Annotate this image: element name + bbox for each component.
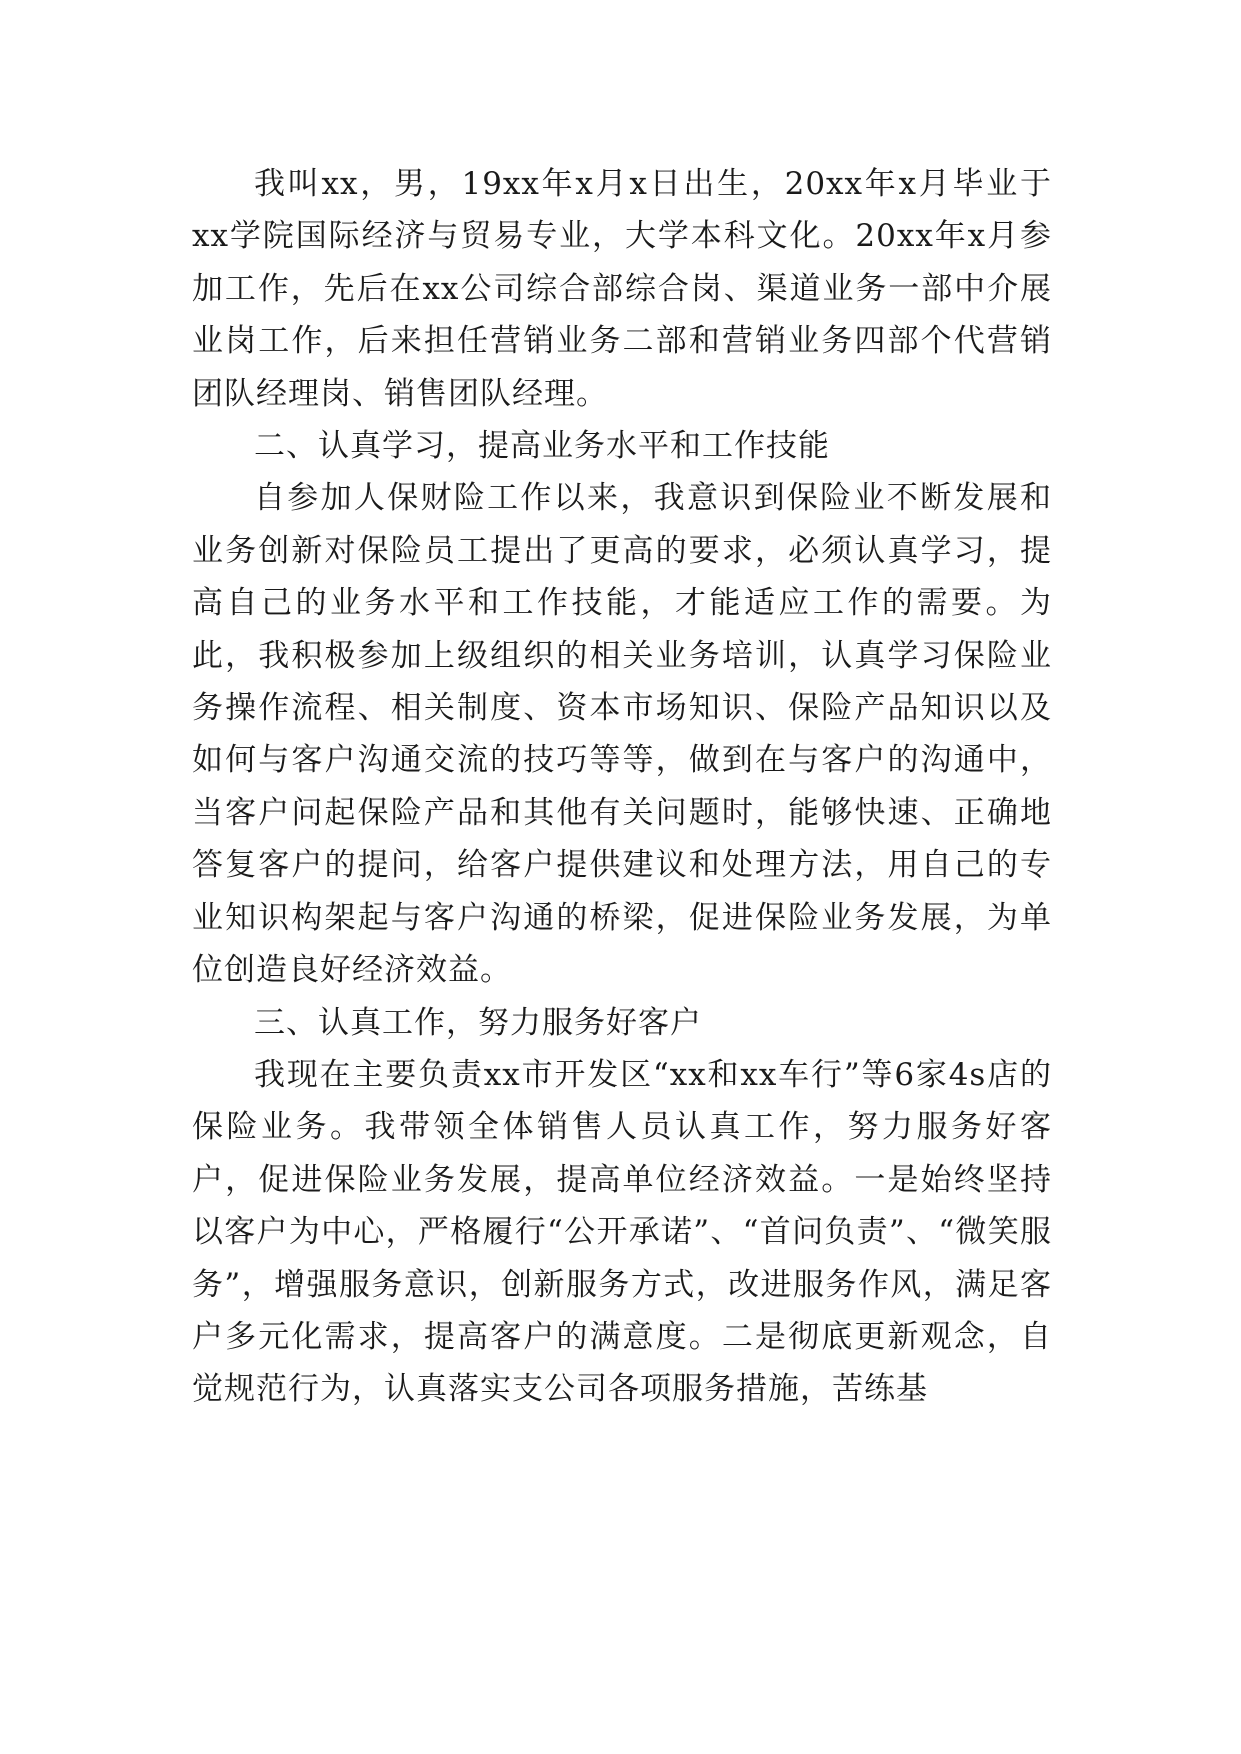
paragraph-service: 我现在主要负责xx市开发区“xx和xx车行”等6家4s店的保险业务。我带领全体销售人员认真工作，努力服务好客户，促进保险业务发展，提高单位经济效益。一是始终坚持以客户为中心，严格履行“公开承诺”、“首问负责”、“微笑服务”，增强服务意识，创新服务方式，改进服务作风，满足客户多元化需求，提高客户的满意度。二是彻底更新观念，自觉规范行为，认真落实支公司各项服务措施，苦练基 xyxy=(192,1056,1052,1408)
section-heading-service: 三、认真工作，努力服务好客户 xyxy=(254,1004,702,1041)
section-heading-study: 二、认真学习，提高业务水平和工作技能 xyxy=(254,428,830,465)
paragraph-study: 自参加人保财险工作以来，我意识到保险业不断发展和业务创新对保险员工提出了更高的要求，必须认真学习，提高自己的业务水平和工作技能，才能适应工作的需要。为此，我积极参加上级组织的相关业务培训，认真学习保险业务操作流程、相关制度、资本市场知识、保险产品知识以及如何与客户沟通交流的技巧等等，做到在与客户的沟通中，当客户问起保险产品和其他有关问题时，能够快速、正确地答复客户的提问，给客户提供建议和处理方法，用自己的专业知识构架起与客户沟通的桥梁，促进保险业务发展，为单位创造良好经济效益。 xyxy=(192,480,1052,989)
document-body xyxy=(192,158,1052,1416)
paragraph-personal-info: 我叫xx，男，19xx年x月x日出生，20xx年x月毕业于xx学院国际经济与贸易专业，大学本科文化。20xx年x月参加工作，先后在xx公司综合部综合岗、渠道业务一部中介展业岗工作，后来担任营销业务二部和营销业务四部个代营销团队经理岗、销售团队经理。 xyxy=(192,166,1052,412)
